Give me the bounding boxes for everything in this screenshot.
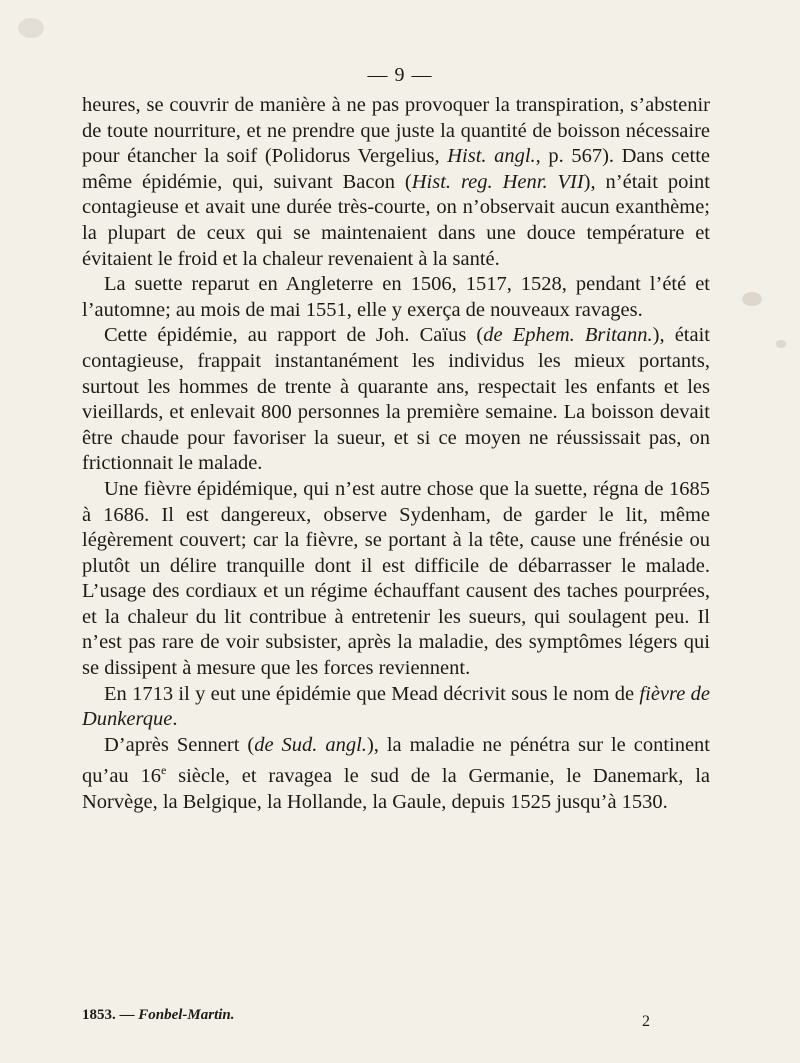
paragraph-text: ), était contagieuse, frappait instantanément les individus les mieux portants, surtout les hommes de trente à quarante ans, respectait les enfants et les vieillards, et enlevait 800 personnes la première semaine. La boisson devait être chaude pour favoriser la sueur, et si ce moyen ne réussissait pas, on frictionnait le malade. — [82, 324, 710, 475]
italic-citation: de Ephem. Britann. — [483, 324, 653, 347]
paragraph-text: , p. 567). Dans cette même épidémie, qui, suivant Bacon ( — [82, 145, 710, 193]
paragraph-text: heures, se couvrir de manière à ne pas provoquer la transpiration, s’abstenir de toute nourriture, et ne prendre que juste la quantité de boisson nécessaire pour étancher la soif (Polidorus Vergelius, — [82, 94, 710, 168]
printer-signature — [82, 1007, 235, 1024]
paragraph-text: ), la maladie ne pénétra sur le continent qu’au 16 — [82, 733, 711, 788]
paper-stain — [18, 18, 44, 38]
paragraph-text: . — [172, 708, 178, 731]
paragraph-text: siècle, et ravagea le sud de la Germanie, le Danemark, la Norvège, la Belgique, la Hollande, la Gaule, depuis 1525 jusqu’à 1530. — [82, 765, 710, 813]
page-footer — [82, 1007, 710, 1033]
paragraph-text: Cette épidémie, au rapport de Joh. Caïus ( — [104, 324, 484, 347]
signature-name: Fonbel-Martin. — [138, 1007, 235, 1023]
paragraph — [82, 272, 710, 323]
superscript-text: e — [161, 763, 167, 778]
paragraph — [82, 477, 710, 682]
paragraph-text: La suette reparut en Angleterre en 1506, 1517, 1528, pendant l’été et l’automne; au mois de mai 1551, elle y exerça de nouveaux ravages. — [82, 273, 710, 321]
italic-citation: de Sud. angl. — [254, 733, 367, 756]
paragraph — [82, 733, 710, 816]
italic-citation: Hist. angl. — [447, 145, 536, 168]
paragraph-text: En 1713 il y eut une épidémie que Mead décrivit sous le nom de — [104, 682, 640, 705]
paragraph — [82, 323, 710, 477]
paragraph — [82, 682, 710, 733]
paper-stain — [742, 292, 762, 306]
body-text — [82, 93, 710, 815]
paragraph-text: Une fièvre épidémique, qui n’est autre chose que la suette, régna de 1685 à 1686. Il est dangereux, observe Sydenham, de garder le lit, même légèrement couvert; car la fièvre, se portant à la tête, cause une frénésie ou plutôt un délire tranquille dont il est difficile de débarrasser le malade. L’usage des cordiaux et un régime échauffant causent des taches pourprées, et la chaleur du lit contribue à entretenir les sueurs, qui soulagent peu. Il n’est pas rare de voir subsister, après la maladie, des symptômes légers qui se dissipent à mesure que les forces reviennent. — [82, 477, 710, 680]
paragraph — [82, 93, 710, 272]
signature-year: 1853. — — [82, 1007, 139, 1023]
paper-stain — [776, 340, 786, 348]
paragraph-text: D’après Sennert ( — [104, 733, 255, 756]
italic-citation: Hist. reg. Henr. VII — [411, 170, 584, 193]
page-number: — 9 — — [367, 64, 433, 86]
paragraph-text: ), n’était point contagieuse et avait une durée très-courte, on n’observait aucun exanthème; la plupart de ceux qui se maintenaient dans une douce température et évitaient le froid et la chaleur revenaient à la santé. — [82, 170, 710, 270]
italic-citation: fièvre de Dunkerque — [82, 682, 710, 731]
sheet-number: 2 — [642, 1013, 650, 1030]
